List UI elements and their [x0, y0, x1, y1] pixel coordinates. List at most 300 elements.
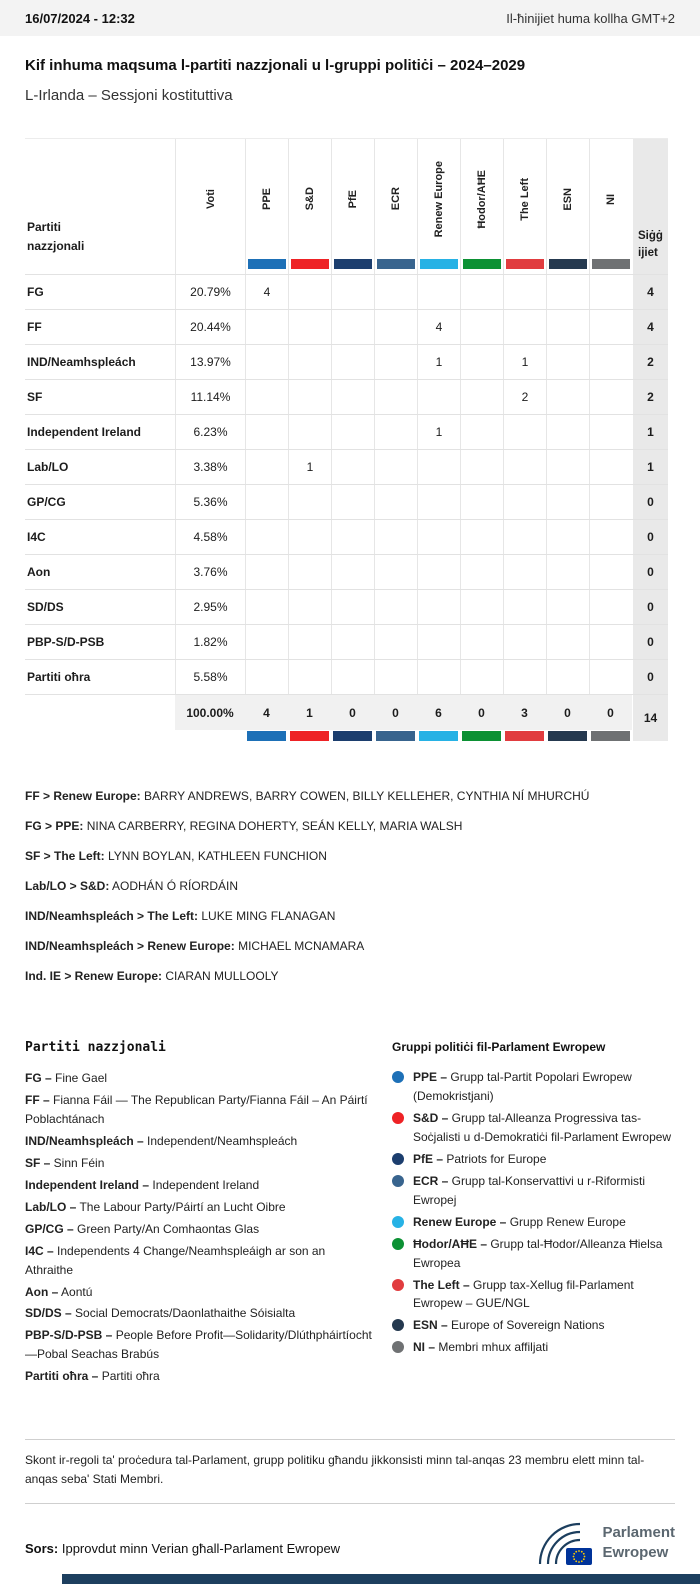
- group-header-label-area: [504, 139, 546, 259]
- group-seats-cell: [245, 345, 288, 379]
- party-full-name: Independent/Neamhspleách: [143, 1133, 298, 1148]
- table-row: [25, 275, 668, 310]
- assignments-list: [25, 789, 675, 984]
- group-column-header-label: NI: [605, 193, 617, 205]
- group-seats-cell: [460, 590, 503, 624]
- party-name-cell: SD/DS: [27, 600, 64, 614]
- assignment-line: [25, 879, 675, 894]
- group-seats-cell: [288, 380, 331, 414]
- party-abbr: I4C –: [25, 1243, 54, 1258]
- party-name-cell: FF: [27, 320, 42, 334]
- ep-logo-text: [602, 1523, 675, 1562]
- party-full-name: Partiti oħra: [98, 1369, 160, 1384]
- group-seats-cell: [331, 485, 374, 519]
- group-color-bar-bottom: [290, 731, 329, 741]
- party-column-header-label: Partiti nazzjonali: [27, 219, 85, 253]
- group-seats-cell: [503, 520, 546, 554]
- group-seats-cell: [503, 450, 546, 484]
- group-legend-text: [413, 1068, 675, 1106]
- votes-cell: 11.14%: [175, 380, 245, 414]
- votes-header-spacer: [178, 259, 243, 269]
- seats-column-header: [633, 139, 668, 274]
- group-seats-cell: [417, 485, 460, 519]
- ep-logo-line2: Ewropew: [602, 1543, 669, 1561]
- results-table: [25, 138, 668, 741]
- party-legend-item: [25, 1326, 372, 1364]
- group-abbr: S&D –: [413, 1110, 449, 1125]
- group-legend-item: [392, 1235, 675, 1273]
- group-seats-cell: [460, 485, 503, 519]
- group-seats-cell: [460, 625, 503, 659]
- assignment-mapping: SF > The Left:: [25, 849, 105, 863]
- assignment-names: LUKE MING FLANAGAN: [198, 909, 336, 923]
- group-color-dot: [392, 1153, 404, 1165]
- party-name-cell: PBP-S/D-PSB: [27, 635, 105, 649]
- source-bar: [25, 1520, 675, 1566]
- group-description: Grupp tal-Alleanza Progressiva tas-Soċjalisti u d-Demokratiċi fil-Parlament Ewropew: [413, 1110, 672, 1144]
- seats-total-cell: 4: [633, 310, 668, 344]
- group-color-bar: [463, 259, 501, 269]
- group-seats-cell: 1: [503, 345, 546, 379]
- group-seats-cell: [460, 555, 503, 589]
- table-row: [25, 660, 668, 695]
- party-abbr: PBP-S/D-PSB –: [25, 1328, 113, 1343]
- total-group-cell: [331, 695, 374, 741]
- group-seats-cell: [374, 275, 417, 309]
- group-seats-cell: [546, 625, 589, 659]
- group-seats-cell: [589, 380, 632, 414]
- total-group-value: 0: [331, 695, 374, 730]
- group-color-bar: [291, 259, 329, 269]
- group-seats-cell: [331, 450, 374, 484]
- legends-section: [25, 1040, 675, 1389]
- group-header-label-area: [289, 139, 331, 259]
- group-seats-cell: [589, 520, 632, 554]
- group-column-header-label: S&D: [304, 187, 316, 211]
- group-legend-text: [413, 1276, 675, 1314]
- group-column-header-label: Renew Europe: [433, 160, 445, 238]
- group-color-bar-bottom: [419, 731, 458, 741]
- party-legend-item: [25, 1198, 372, 1217]
- group-legend-text: [413, 1316, 604, 1335]
- group-color-bar: [377, 259, 415, 269]
- group-seats-cell: [374, 625, 417, 659]
- seats-column-header-label: Siġġijiet: [638, 229, 663, 259]
- party-abbr: SD/DS –: [25, 1306, 72, 1321]
- party-name-cell: Independent Ireland: [27, 425, 142, 439]
- group-seats-cell: [589, 345, 632, 379]
- group-seats-cell: [546, 485, 589, 519]
- group-legend-text: [413, 1150, 546, 1169]
- party-name-cell: SF: [27, 390, 43, 404]
- group-column-header: [417, 139, 460, 274]
- group-legend-text: [413, 1213, 626, 1232]
- party-legend-title: Partiti nazzjonali: [25, 1040, 166, 1055]
- group-seats-cell: [503, 555, 546, 589]
- group-seats-cell: [546, 275, 589, 309]
- group-color-dot: [392, 1238, 404, 1250]
- assignment-mapping: IND/Neamhspleách > The Left:: [25, 909, 199, 923]
- group-seats-cell: [374, 415, 417, 449]
- source-provider: Ipprovdut minn Verian għall-Parlament Ewropew: [61, 1540, 341, 1556]
- assignment-mapping: FF > Renew Europe:: [25, 789, 141, 803]
- group-seats-cell: [374, 345, 417, 379]
- party-full-name: Social Democrats/Daonlathaithe Sóisialta: [71, 1306, 296, 1321]
- results-table-total-row: [25, 695, 668, 741]
- group-color-dot: [392, 1216, 404, 1228]
- group-seats-cell: [288, 485, 331, 519]
- party-legend-item: [25, 1283, 372, 1302]
- page-title: Kif inhuma maqsuma l-partiti nazzjonali u l-gruppi politiċi – 2024–2029: [25, 57, 526, 74]
- group-seats-cell: [417, 555, 460, 589]
- group-seats-cell: [331, 345, 374, 379]
- group-abbr: PPE –: [413, 1070, 448, 1084]
- group-color-dot: [392, 1319, 404, 1331]
- seats-total-cell: 0: [633, 520, 668, 554]
- group-legend-items: [392, 1068, 675, 1357]
- group-color-dot: [392, 1112, 404, 1124]
- total-group-cell: [288, 695, 331, 741]
- group-legend-item: [392, 1316, 675, 1335]
- source-text: [25, 1541, 340, 1556]
- group-seats-cell: 2: [503, 380, 546, 414]
- group-seats-cell: [331, 310, 374, 344]
- main-content: [0, 36, 700, 1566]
- timezone-note: Il-ħinijiet huma kollha GMT+2: [506, 10, 675, 26]
- group-color-dot: [392, 1175, 404, 1187]
- assignment-line: [25, 849, 675, 864]
- total-row-spacer: [25, 695, 175, 741]
- party-abbr: FF –: [25, 1092, 50, 1107]
- assignment-line: [25, 909, 675, 924]
- group-color-bar-bottom: [376, 731, 415, 741]
- party-name-cell: Partiti oħra: [27, 670, 91, 684]
- table-row: [25, 310, 668, 345]
- total-group-cell: [374, 695, 417, 741]
- group-seats-cell: [374, 450, 417, 484]
- group-column-header-label: PPE: [261, 187, 273, 210]
- group-seats-cell: [503, 590, 546, 624]
- seats-total-cell: 0: [633, 590, 668, 624]
- group-legend-text: [413, 1172, 675, 1210]
- group-seats-cell: [374, 590, 417, 624]
- group-seats-cell: [460, 310, 503, 344]
- group-seats-cell: [460, 275, 503, 309]
- group-header-label-area: [590, 139, 632, 259]
- group-seats-cell: [589, 555, 632, 589]
- group-seats-cell: [589, 590, 632, 624]
- group-color-bar: [506, 259, 544, 269]
- group-seats-cell: [503, 485, 546, 519]
- footnote: Skont ir-regoli ta' proċedura tal-Parlament, grupp politiku għandu jikkonsisti minn tal-anqas 23 membru elett minn tal-anqas seba' Stati Membri.: [25, 1439, 675, 1503]
- group-seats-cell: [288, 660, 331, 694]
- group-seats-cell: [288, 590, 331, 624]
- group-seats-cell: [589, 415, 632, 449]
- group-seats-cell: [503, 310, 546, 344]
- group-abbr: ESN –: [413, 1318, 448, 1333]
- group-color-bar: [420, 259, 458, 269]
- total-group-cell: [503, 695, 546, 741]
- seats-total-cell: 0: [633, 660, 668, 694]
- votes-cell: 3.38%: [175, 450, 245, 484]
- group-seats-cell: [503, 415, 546, 449]
- group-seats-cell: [589, 275, 632, 309]
- group-seats-cell: [331, 380, 374, 414]
- group-legend-text: [413, 1235, 675, 1273]
- group-column-header-label: Ħodor/AĦE: [476, 169, 488, 229]
- party-legend-item: [25, 1367, 372, 1386]
- seats-total-cell: 4: [633, 275, 668, 309]
- group-color-dot: [392, 1341, 404, 1353]
- group-color-bar: [334, 259, 372, 269]
- votes-cell: 6.23%: [175, 415, 245, 449]
- votes-column-header: [175, 139, 245, 274]
- group-seats-cell: [288, 415, 331, 449]
- group-color-bar-bottom: [247, 731, 286, 741]
- group-seats-cell: [460, 520, 503, 554]
- party-abbr: IND/Neamhspleách –: [25, 1133, 144, 1148]
- total-group-value: 4: [245, 695, 288, 730]
- table-row: [25, 345, 668, 380]
- table-row: [25, 625, 668, 660]
- party-name-cell: Aon: [27, 565, 51, 579]
- group-color-bar: [592, 259, 630, 269]
- group-legend-item: [392, 1109, 675, 1147]
- group-abbr: Ħodor/AĦE –: [413, 1236, 488, 1251]
- group-description: Patriots for Europe: [443, 1151, 547, 1166]
- party-legend-item: [25, 1154, 372, 1173]
- total-group-value: 0: [374, 695, 417, 730]
- votes-column-header-label: Voti: [204, 189, 217, 209]
- group-column-header: [503, 139, 546, 274]
- total-votes-value: 100.00%: [175, 695, 245, 730]
- group-description: Europe of Sovereign Nations: [447, 1318, 605, 1333]
- group-seats-cell: [503, 660, 546, 694]
- group-seats-cell: [417, 625, 460, 659]
- group-seats-cell: [288, 275, 331, 309]
- table-row: [25, 450, 668, 485]
- group-seats-cell: [245, 520, 288, 554]
- group-abbr: NI –: [413, 1340, 436, 1355]
- group-legend-item: [392, 1068, 675, 1106]
- group-column-header: [374, 139, 417, 274]
- party-full-name: Fianna Fáil — The Republican Party/Fianna Fáil – An Páirtí Poblachtánach: [25, 1092, 368, 1126]
- group-header-label-area: [418, 139, 460, 259]
- group-header-label-area: [246, 139, 288, 259]
- group-seats-cell: [546, 660, 589, 694]
- group-seats-cell: [503, 625, 546, 659]
- party-legend-item: [25, 1304, 372, 1323]
- group-seats-cell: [417, 450, 460, 484]
- group-description: Grupp tal-Ħodor/Alleanza Ħielsa Ewropea: [413, 1236, 663, 1270]
- total-group-cell: [546, 695, 589, 741]
- group-seats-cell: [546, 450, 589, 484]
- group-seats-cell: [288, 625, 331, 659]
- assignment-mapping: FG > PPE:: [25, 819, 84, 833]
- group-seats-cell: 1: [288, 450, 331, 484]
- group-color-bar-bottom: [462, 731, 501, 741]
- assignment-mapping: IND/Neamhspleách > Renew Europe:: [25, 939, 235, 953]
- total-group-value: 0: [546, 695, 589, 730]
- group-seats-cell: 4: [417, 310, 460, 344]
- group-seats-cell: [245, 625, 288, 659]
- group-seats-cell: 1: [417, 415, 460, 449]
- party-abbr: GP/CG –: [25, 1221, 74, 1236]
- group-header-label-area: [375, 139, 417, 259]
- group-seats-cell: [589, 450, 632, 484]
- group-color-bar-bottom: [548, 731, 587, 741]
- party-column-header: [25, 139, 175, 274]
- total-group-cell: [589, 695, 632, 741]
- group-column-header: [546, 139, 589, 274]
- votes-cell: 5.36%: [175, 485, 245, 519]
- group-seats-cell: [374, 520, 417, 554]
- assignment-line: [25, 819, 675, 834]
- group-seats-cell: [245, 660, 288, 694]
- group-seats-cell: [245, 415, 288, 449]
- group-seats-cell: [374, 485, 417, 519]
- party-full-name: Independent Ireland: [149, 1177, 260, 1192]
- page-subtitle: L-Irlanda – Sessjoni kostituttiva: [25, 87, 233, 104]
- group-header-label-area: [332, 139, 374, 259]
- source-label: Sors:: [25, 1540, 59, 1556]
- group-seats-cell: [589, 485, 632, 519]
- group-seats-cell: [288, 310, 331, 344]
- assignment-names: NINA CARBERRY, REGINA DOHERTY, SEÁN KELLY, MARIA WALSH: [83, 819, 463, 833]
- group-abbr: PfE –: [413, 1151, 444, 1166]
- group-column-header-label: The Left: [519, 177, 531, 221]
- ep-logo-line1: Parlament: [602, 1524, 675, 1542]
- party-name-cell: FG: [27, 285, 44, 299]
- group-header-label-area: [547, 139, 589, 259]
- group-abbr: Renew Europe –: [413, 1214, 507, 1229]
- party-name-cell: GP/CG: [27, 495, 66, 509]
- party-abbr: Aon –: [25, 1284, 59, 1299]
- seats-total-cell: 2: [633, 380, 668, 414]
- party-name-cell: I4C: [27, 530, 46, 544]
- group-column-header: [245, 139, 288, 274]
- results-table-body: [25, 275, 668, 695]
- group-column-header: [589, 139, 632, 274]
- group-legend-item: [392, 1276, 675, 1314]
- party-abbr: Lab/LO –: [25, 1199, 77, 1214]
- party-full-name: Fine Gael: [51, 1071, 108, 1085]
- group-legend-title: Gruppi politiċi fil-Parlament Ewropew: [392, 1040, 606, 1054]
- party-legend-item: [25, 1069, 372, 1088]
- group-seats-cell: [417, 275, 460, 309]
- group-seats-cell: [546, 590, 589, 624]
- group-seats-cell: [331, 590, 374, 624]
- group-legend-item: [392, 1172, 675, 1210]
- total-seats-cell: 14: [633, 695, 668, 741]
- group-seats-cell: [331, 625, 374, 659]
- votes-cell: 20.44%: [175, 310, 245, 344]
- group-seats-cell: [460, 660, 503, 694]
- group-seats-cell: [288, 345, 331, 379]
- party-full-name: People Before Profit—Solidarity/Dlúthpháirtíocht—Pobal Seachas Brabús: [25, 1328, 372, 1362]
- group-seats-cell: [546, 520, 589, 554]
- group-seats-cell: [417, 380, 460, 414]
- bottom-accent-bar: [62, 1574, 700, 1584]
- group-column-header-label: ESN: [562, 187, 574, 211]
- group-description: Membri mhux affiljati: [435, 1340, 549, 1355]
- group-description: Grupp Renew Europe: [506, 1214, 626, 1229]
- group-seats-cell: [546, 345, 589, 379]
- group-seats-cell: [288, 520, 331, 554]
- votes-cell: 2.95%: [175, 590, 245, 624]
- group-description: Grupp tax-Xellug fil-Parlament Ewropew – GUE/NGL: [413, 1277, 634, 1311]
- party-name-cell: IND/Neamhspleách: [27, 355, 136, 369]
- assignment-names: CIARAN MULLOOLY: [162, 969, 279, 983]
- group-header-label-area: [461, 139, 503, 259]
- party-full-name: Aontú: [58, 1284, 93, 1299]
- ep-logo: [536, 1520, 675, 1566]
- seats-total-cell: 0: [633, 625, 668, 659]
- total-group-value: 6: [417, 695, 460, 730]
- group-seats-cell: [374, 380, 417, 414]
- group-column-header-label: ECR: [390, 187, 402, 211]
- eu-flag-icon: [566, 1548, 592, 1565]
- group-seats-cell: [460, 345, 503, 379]
- assignment-mapping: Lab/LO > S&D:: [25, 879, 110, 893]
- ep-hemicycle-icon: [536, 1520, 594, 1566]
- group-seats-cell: [245, 485, 288, 519]
- group-legend-item: [392, 1213, 675, 1232]
- assignment-names: AODHÁN Ó RÍORDÁIN: [109, 879, 239, 893]
- group-seats-cell: 1: [417, 345, 460, 379]
- group-column-header: [331, 139, 374, 274]
- group-legend-text: [413, 1109, 675, 1147]
- votes-cell: 5.58%: [175, 660, 245, 694]
- votes-cell: 13.97%: [175, 345, 245, 379]
- table-row: [25, 485, 668, 520]
- group-seats-cell: [288, 555, 331, 589]
- votes-header-label-area: [176, 139, 245, 259]
- total-group-value: 3: [503, 695, 546, 730]
- seats-total-cell: 1: [633, 450, 668, 484]
- assignment-line: [25, 939, 675, 954]
- seats-total-cell: 0: [633, 485, 668, 519]
- party-legend-item: [25, 1132, 372, 1151]
- top-bar: [0, 0, 700, 36]
- group-seats-cell: [589, 310, 632, 344]
- party-abbr: Partiti oħra –: [25, 1369, 99, 1384]
- total-group-cell: [460, 695, 503, 741]
- group-seats-cell: [546, 310, 589, 344]
- group-seats-cell: [503, 275, 546, 309]
- group-legend-text: [413, 1338, 548, 1357]
- datetime-label: 16/07/2024 - 12:32: [25, 10, 135, 26]
- group-seats-cell: [331, 555, 374, 589]
- group-seats-cell: [417, 660, 460, 694]
- assignment-names: BARRY ANDREWS, BARRY COWEN, BILLY KELLEHER, CYNTHIA NÍ MHURCHÚ: [140, 789, 590, 803]
- group-seats-cell: [331, 415, 374, 449]
- table-row: [25, 555, 668, 590]
- total-group-value: 0: [589, 695, 632, 730]
- group-seats-cell: [546, 380, 589, 414]
- table-row: [25, 415, 668, 450]
- total-group-value: 0: [460, 695, 503, 730]
- seats-total-cell: 2: [633, 345, 668, 379]
- group-column-header-label: PfE: [347, 189, 359, 209]
- total-group-value: 1: [288, 695, 331, 730]
- total-group-cell: [417, 695, 460, 741]
- group-color-bar: [248, 259, 286, 269]
- group-seats-cell: [417, 520, 460, 554]
- assignment-line: [25, 969, 675, 984]
- total-group-cell: [245, 695, 288, 741]
- group-seats-cell: [546, 415, 589, 449]
